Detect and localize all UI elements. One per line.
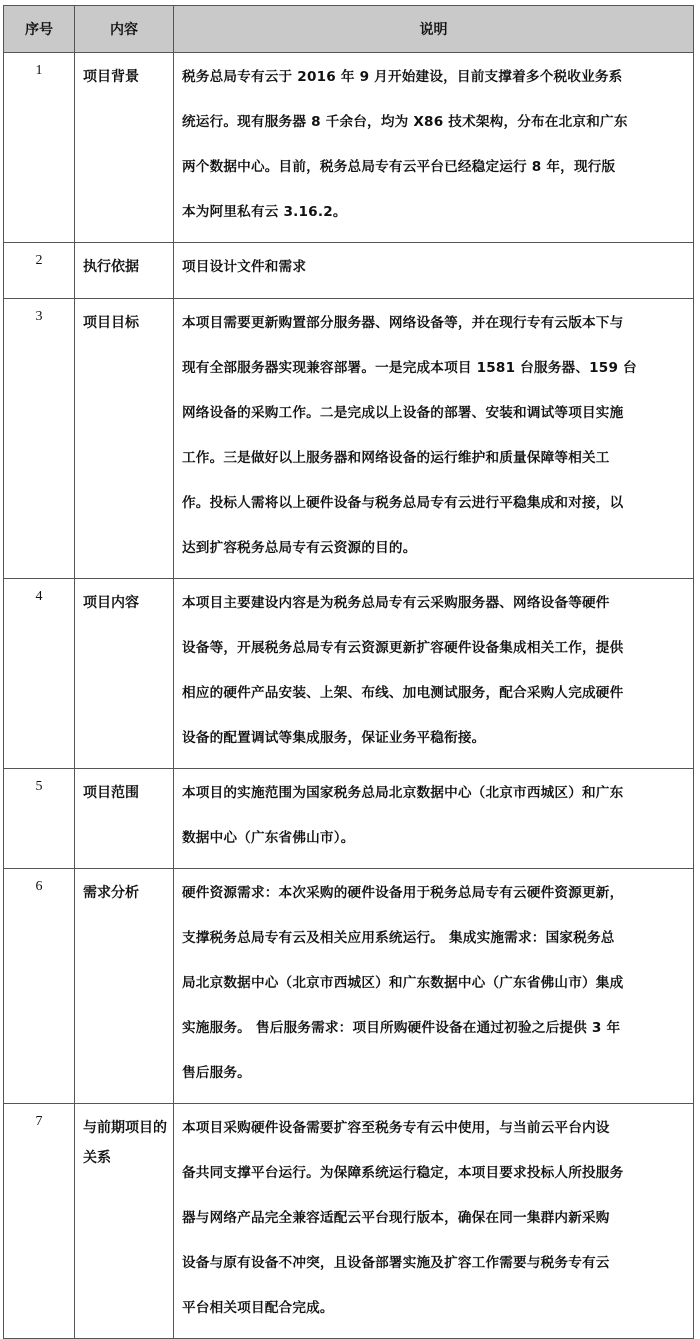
row-description xyxy=(174,243,694,299)
description-line: 本项目采购硬件设备需要扩容至税务专有云中使用，与当前云平台内设 xyxy=(182,1120,610,1136)
table-header-row xyxy=(4,6,694,53)
description-line: 作。投标人需将以上硬件设备与税务总局专有云进行平稳集成和对接，以 xyxy=(182,495,624,511)
description-line: 设备等，开展税务总局专有云资源更新扩容硬件设备集成相关工作，提供 xyxy=(182,640,624,656)
table-row xyxy=(4,579,694,769)
table-row xyxy=(4,769,694,869)
row-description xyxy=(174,579,694,769)
description-line: 本项目的实施范围为国家税务总局北京数据中心（北京市西城区）和广东 xyxy=(182,785,624,801)
row-number: 2 xyxy=(4,243,75,299)
description-line: 本为阿里私有云 3.16.2。 xyxy=(182,204,347,220)
row-topic: 项目目标 xyxy=(75,299,174,579)
description-line: 售后服务。 xyxy=(182,1065,251,1081)
row-description xyxy=(174,769,694,869)
description-line: 税务总局专有云于 2016 年 9 月开始建设，目前支撑着多个税收业务系 xyxy=(182,69,623,85)
description-line: 数据中心（广东省佛山市）。 xyxy=(182,830,355,846)
description-line: 网络设备的采购工作。二是完成以上设备的部署、安装和调试等项目实施 xyxy=(182,405,624,421)
row-topic: 执行依据 xyxy=(75,243,174,299)
header-serial: 序号 xyxy=(4,6,75,53)
description-line: 硬件资源需求：本次采购的硬件设备用于税务总局专有云硬件资源更新， xyxy=(182,885,624,901)
row-number: 7 xyxy=(4,1104,75,1339)
table-row xyxy=(4,299,694,579)
description-line: 实施服务。 售后服务需求：项目所购硬件设备在通过初验之后提供 3 年 xyxy=(182,1020,621,1036)
row-topic: 与前期项目的关系 xyxy=(75,1104,174,1339)
header-description: 说明 xyxy=(174,6,694,53)
description-line: 两个数据中心。目前，税务总局专有云平台已经稳定运行 8 年，现行版 xyxy=(182,159,616,175)
row-description xyxy=(174,1104,694,1339)
row-description xyxy=(174,869,694,1104)
table-row xyxy=(4,869,694,1104)
description-line: 统运行。现有服务器 8 千余台，均为 X86 技术架构，分布在北京和广东 xyxy=(182,114,628,130)
description-line: 支撑税务总局专有云及相关应用系统运行。 集成实施需求：国家税务总 xyxy=(182,930,615,946)
row-topic: 项目内容 xyxy=(75,579,174,769)
row-description xyxy=(174,53,694,243)
description-line: 备共同支撑平台运行。为保障系统运行稳定，本项目要求投标人所投服务 xyxy=(182,1165,624,1181)
row-number: 6 xyxy=(4,869,75,1104)
row-topic: 项目范围 xyxy=(75,769,174,869)
description-line: 平台相关项目配合完成。 xyxy=(182,1300,334,1316)
description-line: 相应的硬件产品安装、上架、布线、加电测试服务，配合采购人完成硬件 xyxy=(182,685,624,701)
description-line: 设备的配置调试等集成服务，保证业务平稳衔接。 xyxy=(182,730,486,746)
row-number: 4 xyxy=(4,579,75,769)
row-topic: 项目背景 xyxy=(75,53,174,243)
table-row xyxy=(4,1104,694,1339)
row-number: 5 xyxy=(4,769,75,869)
description-line: 器与网络产品完全兼容适配云平台现行版本，确保在同一集群内新采购 xyxy=(182,1210,610,1226)
row-description xyxy=(174,299,694,579)
table-row xyxy=(4,53,694,243)
table-row xyxy=(4,243,694,299)
row-topic: 需求分析 xyxy=(75,869,174,1104)
description-line: 项目设计文件和需求 xyxy=(182,259,307,275)
row-number: 3 xyxy=(4,299,75,579)
project-info-table xyxy=(3,5,694,1339)
description-line: 现有全部服务器实现兼容部署。一是完成本项目 1581 台服务器、159 台 xyxy=(182,360,637,376)
description-line: 局北京数据中心（北京市西城区）和广东数据中心（广东省佛山市）集成 xyxy=(182,975,624,991)
row-number: 1 xyxy=(4,53,75,243)
description-line: 本项目主要建设内容是为税务总局专有云采购服务器、网络设备等硬件 xyxy=(182,595,610,611)
description-line: 工作。三是做好以上服务器和网络设备的运行维护和质量保障等相关工 xyxy=(182,450,610,466)
description-line: 设备与原有设备不冲突，且设备部署实施及扩容工作需要与税务专有云 xyxy=(182,1255,610,1271)
description-line: 达到扩容税务总局专有云资源的目的。 xyxy=(182,540,417,556)
header-content: 内容 xyxy=(75,6,174,53)
description-line: 本项目需要更新购置部分服务器、网络设备等，并在现行专有云版本下与 xyxy=(182,315,624,331)
